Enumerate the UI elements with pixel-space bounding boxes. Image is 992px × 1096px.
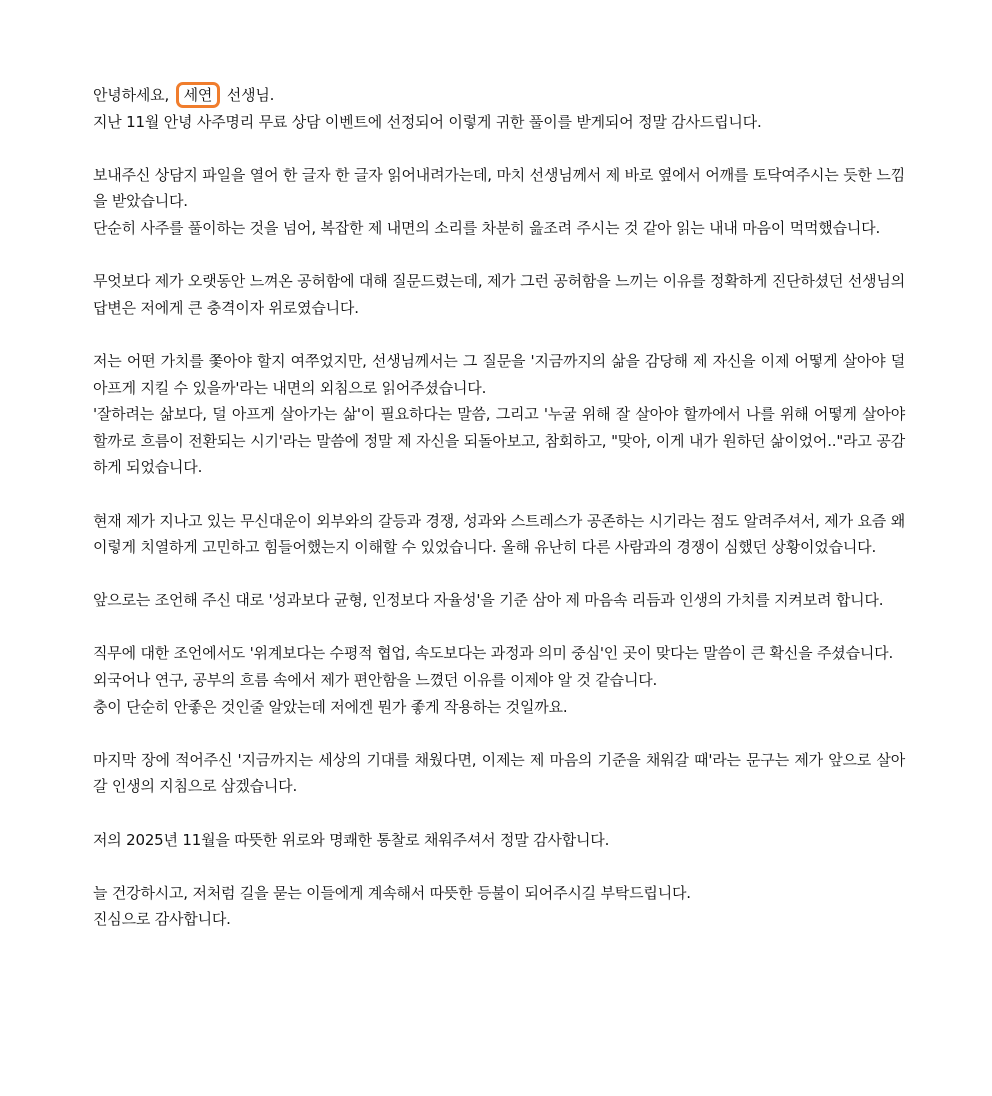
paragraph-spacer [93, 800, 905, 827]
paragraph-spacer [93, 321, 905, 348]
paragraph-thanks: 지난 11월 안녕 사주명리 무료 상담 이벤트에 선정되어 이렇게 귀한 풀이를 받게되어 정말 감사드립니다. [93, 112, 762, 131]
paragraph-last-page: 마지막 장에 적어주신 '지금까지는 세상의 기대를 채웠다면, 이제는 제 마음의 기준을 채워갈 때'라는 문구는 제가 앞으로 살아갈 인생의 지침으로 삼겠습니다. [93, 750, 905, 796]
paragraph-job-advice: 직무에 대한 조언에서도 '위계보다는 수평적 협업, 속도보다는 과정과 의미 중심'인 곳이 맞다는 말씀이 큰 확신을 주셨습니다. [93, 644, 894, 663]
paragraph-chung: 충이 단순히 안좋은 것인줄 알았는데 저에겐 뭔가 좋게 작용하는 것일까요. [93, 697, 568, 716]
paragraph-balance: 앞으로는 조언해 주신 대로 '성과보다 균형, 인정보다 자율성'을 기준 삼아 제 마음속 리듬과 인생의 가치를 지켜보려 합니다. [93, 591, 884, 610]
paragraph-values: 저는 어떤 가치를 쫓아야 할지 여쭈었지만, 선생님께서는 그 질문을 '지금까지의 삶을 감당해 제 자신을 이제 어떻게 살아야 덜 아프게 지킬 수 있을까'라는 내면의 외침으로 읽어주셨습니다. [93, 351, 905, 397]
highlighted-name: 세연 [176, 82, 221, 108]
paragraph-spacer [93, 242, 905, 269]
paragraph-spacer [93, 853, 905, 880]
paragraph-daeun: 현재 제가 지나고 있는 무신대운이 외부와의 갈등과 경쟁, 성과와 스트레스가 공존하는 시기라는 점도 알려주셔서, 제가 요즘 왜 이렇게 치열하게 고민하고 힘들어했는지 이해할 수 있었습니다. 올해 유난히 다른 사람과의 경쟁이 심했던 상황이었습니다. [93, 511, 905, 557]
paragraph-emptiness: 무엇보다 제가 오랫동안 느껴온 공허함에 대해 질문드렸는데, 제가 그런 공허함을 느끼는 이유를 정확하게 진단하셨던 선생님의 답변은 저에게 큰 충격이자 위로였습니다. [93, 272, 905, 317]
paragraph-spacer [93, 481, 905, 508]
paragraph-wishes: 늘 건강하시고, 저처럼 길을 묻는 이들에게 계속해서 따뜻한 등불이 되어주시길 부탁드립니다. [93, 883, 691, 902]
paragraph-file-reading: 보내주신 상담지 파일을 열어 한 글자 한 글자 읽어내려가는데, 마치 선생님께서 제 바로 옆에서 어깨를 토닥여주시는 듯한 느낌을 받았습니다. [93, 165, 905, 211]
paragraph-inner-voice: 단순히 사주를 풀이하는 것을 넘어, 복잡한 제 내면의 소리를 차분히 읊조려 주시는 것 같아 읽는 내내 마음이 먹먹했습니다. [93, 218, 881, 237]
paragraph-spacer [93, 561, 905, 588]
paragraph-spacer [93, 135, 905, 162]
paragraph-spacer [93, 720, 905, 747]
closing-line: 진심으로 감사합니다. [93, 910, 231, 929]
greeting-line [93, 82, 905, 109]
paragraph-spacer [93, 614, 905, 641]
greeting-prefix: 안녕하세요, [93, 86, 170, 104]
paragraph-less-pain: '잘하려는 삶보다, 덜 아프게 살아가는 삶'이 필요하다는 말씀, 그리고 '누굴 위해 잘 살아야 할까에서 나를 위해 어떻게 살아야 할까로 흐름이 전환되는 시기'라는 말씀에 정말 제 자신을 되돌아보고, 참회하고, "맞아, 이게 내가 원하던 삶이었어.."라고 공감하게 되었습니다. [93, 405, 905, 477]
paragraph-2025-thanks: 저의 2025년 11월을 따뜻한 위로와 명쾌한 통찰로 채워주셔서 정말 감사합니다. [93, 830, 610, 849]
letter-body [93, 82, 905, 933]
paragraph-languages: 외국어나 연구, 공부의 흐름 속에서 제가 편안함을 느꼈던 이유를 이제야 알 것 같습니다. [93, 671, 658, 690]
greeting-suffix: 선생님. [226, 86, 275, 104]
